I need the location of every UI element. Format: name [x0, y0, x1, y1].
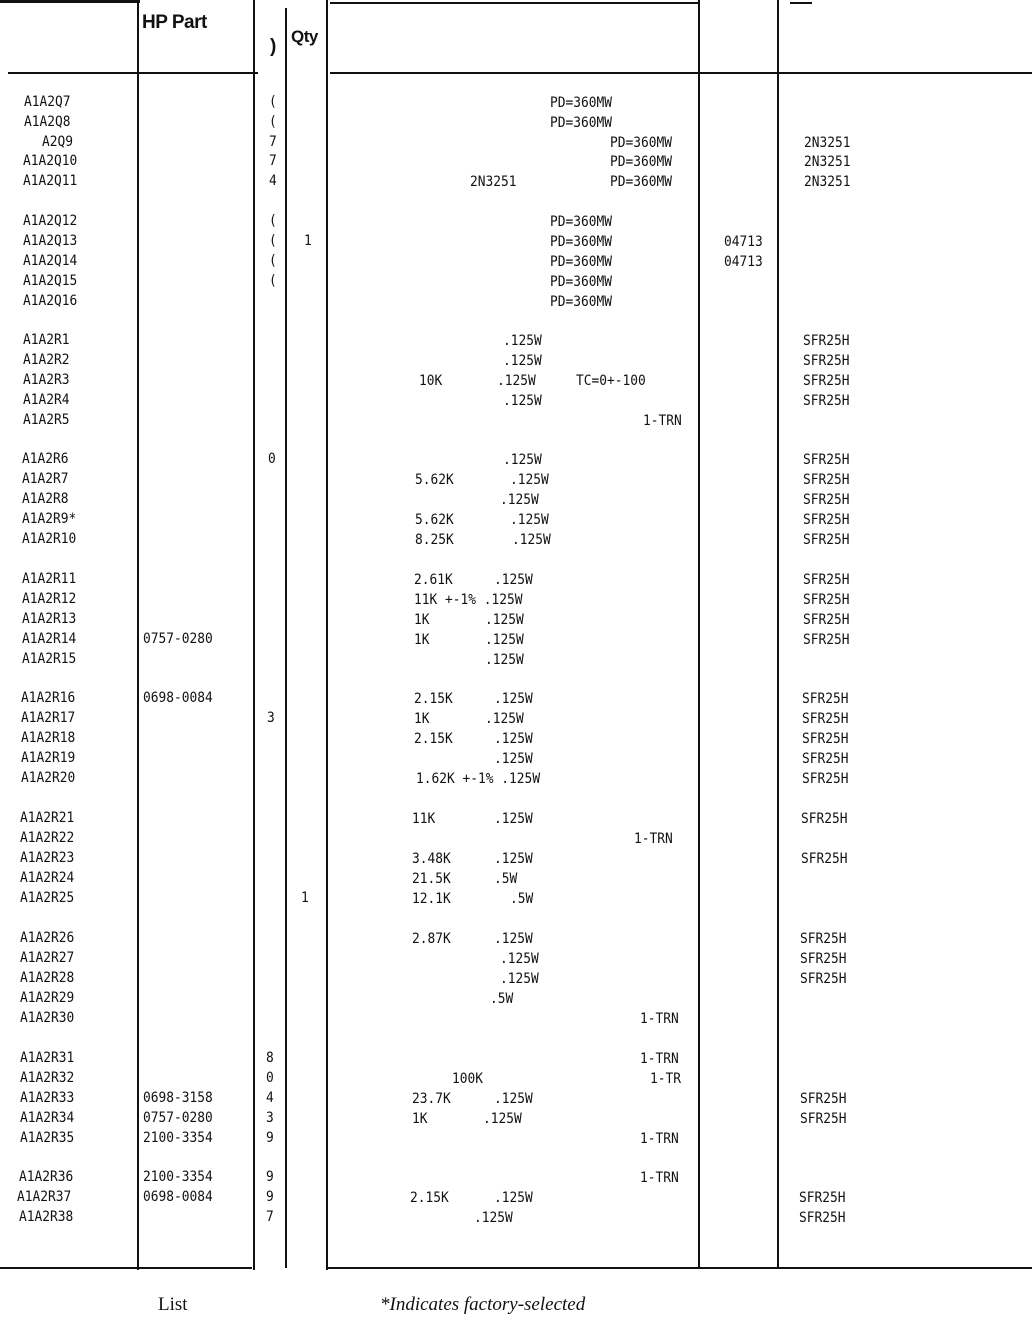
mfr-part-number: SFR25H	[802, 691, 849, 707]
ref-des: A1A2R4	[23, 392, 70, 408]
ref-des: A1A2R26	[20, 930, 75, 946]
table-top-rule	[330, 2, 700, 4]
description: 12.1K	[412, 891, 451, 907]
description: .5W	[490, 991, 514, 1007]
check-digit: (	[269, 114, 277, 130]
mfr-part-number: SFR25H	[803, 452, 850, 468]
description: PD=360MW	[550, 254, 613, 270]
description: 10K	[419, 373, 443, 389]
ref-des: A1A2R12	[22, 591, 77, 607]
check-digit: 0	[268, 451, 276, 467]
column-divider	[285, 8, 287, 1268]
mfr-part-number: SFR25H	[801, 811, 848, 827]
ref-des: A1A2R32	[20, 1070, 75, 1086]
description: 1-TR	[650, 1071, 682, 1087]
ref-des: A1A2Q15	[23, 273, 78, 289]
ref-des: A1A2R23	[20, 850, 75, 866]
footer-factory-selected-note: *Indicates factory-selected	[380, 1294, 586, 1315]
ref-des: A1A2R27	[20, 950, 75, 966]
description: PD=360MW	[610, 135, 673, 151]
ref-des: A1A2R22	[20, 830, 75, 846]
description: 1-TRN	[640, 1170, 679, 1186]
description: .125W	[500, 492, 539, 508]
description: 2.61K	[414, 572, 453, 588]
table-top-rule	[0, 0, 140, 3]
ref-des: A1A2Q14	[23, 253, 78, 269]
description: PD=360MW	[550, 95, 613, 111]
check-digit: 9	[266, 1189, 274, 1205]
ref-des: A1A2R24	[20, 870, 75, 886]
ref-des: A1A2R28	[20, 970, 75, 986]
description: 1-TRN	[640, 1131, 679, 1147]
mfr-part-number: SFR25H	[800, 931, 847, 947]
description: 8.25K	[415, 532, 454, 548]
check-digit: (	[269, 273, 277, 289]
mfr-part-number: SFR25H	[799, 1210, 846, 1226]
mfr-part-number: SFR25H	[802, 731, 849, 747]
check-digit: 7	[266, 1209, 274, 1225]
description: .125W	[500, 971, 539, 987]
ref-des: A1A2R29	[20, 990, 75, 1006]
ref-des: A1A2R11	[22, 571, 77, 587]
description: .5W	[510, 891, 534, 907]
hp-part-number: 2100-3354	[143, 1130, 213, 1146]
column-divider	[253, 0, 255, 1270]
ref-des: A1A2R17	[21, 710, 76, 726]
description: 1.62K +-1% .125W	[416, 771, 541, 787]
check-digit: 4	[266, 1090, 274, 1106]
ref-des: A1A2R37	[17, 1189, 72, 1205]
check-digit: (	[269, 253, 277, 269]
check-digit: (	[269, 94, 277, 110]
ref-des: A1A2R36	[19, 1169, 74, 1185]
description: .125W	[494, 751, 533, 767]
description: 11K	[412, 811, 436, 827]
description: 1K	[412, 1111, 428, 1127]
ref-des: A1A2Q12	[23, 213, 78, 229]
cd-header-fragment: )	[270, 36, 276, 57]
check-digit: 9	[266, 1169, 274, 1185]
description: .125W	[500, 951, 539, 967]
description: 1K	[414, 632, 430, 648]
mfr-part-number: SFR25H	[803, 592, 850, 608]
mfr-part-number: SFR25H	[800, 971, 847, 987]
column-divider	[698, 0, 700, 1268]
ref-des: A1A2Q8	[24, 114, 71, 130]
description: .125W	[512, 532, 551, 548]
qty-header: Qty	[291, 27, 318, 46]
mfr-part-number: SFR25H	[802, 711, 849, 727]
mfr-code: 04713	[724, 254, 763, 270]
description: 21.5K	[412, 871, 451, 887]
description: 100K	[452, 1071, 484, 1087]
mfr-part-number: SFR25H	[800, 1111, 847, 1127]
description: 3.48K	[412, 851, 451, 867]
description: 1K	[414, 612, 430, 628]
description: 5.62K	[415, 512, 454, 528]
table-top-rule	[790, 2, 812, 4]
description: .125W	[494, 691, 533, 707]
mfr-part-number: SFR25H	[800, 951, 847, 967]
description: 1-TRN	[640, 1011, 679, 1027]
ref-des: A1A2R6	[22, 451, 69, 467]
table-bottom-rule	[326, 1267, 1032, 1269]
hp-part-number: 0698-0084	[143, 1189, 213, 1205]
mfr-part-number: SFR25H	[803, 353, 850, 369]
mfr-part-number: SFR25H	[799, 1190, 846, 1206]
description: 1-TRN	[643, 413, 682, 429]
header-rule	[8, 72, 258, 74]
hp-part-number: 2100-3354	[143, 1169, 213, 1185]
mfr-part-number: 2N3251	[804, 154, 851, 170]
description: .5W	[494, 871, 518, 887]
description: 11K +-1% .125W	[414, 592, 523, 608]
ref-des: A1A2R30	[20, 1010, 75, 1026]
description: .125W	[485, 711, 524, 727]
description: .125W	[494, 811, 533, 827]
mfr-part-number: SFR25H	[800, 1091, 847, 1107]
description: PD=360MW	[610, 154, 673, 170]
ref-des: A1A2R2	[23, 352, 70, 368]
ref-des: A1A2R14	[22, 631, 77, 647]
mfr-part-number: SFR25H	[801, 851, 848, 867]
description: .125W	[485, 612, 524, 628]
hp-part-header: HP Part	[142, 12, 207, 33]
description: .125W	[494, 851, 533, 867]
ref-des: A1A2R18	[21, 730, 76, 746]
ref-des: A1A2R10	[22, 531, 77, 547]
description: PD=360MW	[550, 214, 613, 230]
check-digit: 9	[266, 1130, 274, 1146]
quantity: 1	[304, 233, 312, 249]
ref-des: A1A2R16	[21, 690, 76, 706]
ref-des: A1A2Q11	[23, 173, 78, 189]
description: .125W	[497, 373, 536, 389]
header-rule	[330, 72, 1032, 74]
table-bottom-rule	[0, 1267, 252, 1269]
description: TC=0+-100	[576, 373, 646, 389]
ref-des: A1A2R5	[23, 412, 70, 428]
description: .125W	[510, 512, 549, 528]
ref-des: A2Q9	[42, 134, 74, 150]
mfr-part-number: SFR25H	[803, 572, 850, 588]
ref-des: A1A2R35	[20, 1130, 75, 1146]
description: 2.15K	[414, 731, 453, 747]
check-digit: 4	[269, 173, 277, 189]
description: .125W	[494, 1190, 533, 1206]
ref-des: A1A2R19	[21, 750, 76, 766]
ref-des: A1A2R15	[22, 651, 77, 667]
description: PD=360MW	[550, 274, 613, 290]
description: 1-TRN	[640, 1051, 679, 1067]
hp-part-number: 0698-3158	[143, 1090, 213, 1106]
description: .125W	[483, 1111, 522, 1127]
mfr-code: 04713	[724, 234, 763, 250]
ref-des: A1A2R31	[20, 1050, 75, 1066]
ref-des: A1A2Q7	[24, 94, 71, 110]
mfr-part-number: SFR25H	[803, 632, 850, 648]
ref-des: A1A2R3	[23, 372, 70, 388]
mfr-part-number: SFR25H	[803, 333, 850, 349]
description: .125W	[494, 931, 533, 947]
check-digit: 3	[267, 710, 275, 726]
mfr-part-number: SFR25H	[803, 492, 850, 508]
mfr-part-number: SFR25H	[802, 751, 849, 767]
description: .125W	[474, 1210, 513, 1226]
description: PD=360MW	[610, 174, 673, 190]
description: 2.15K	[410, 1190, 449, 1206]
ref-des: A1A2R21	[20, 810, 75, 826]
mfr-part-number: 2N3251	[804, 174, 851, 190]
description: .125W	[485, 652, 524, 668]
ref-des: A1A2R7	[22, 471, 69, 487]
column-divider	[777, 0, 779, 1268]
mfr-part-number: SFR25H	[803, 393, 850, 409]
ref-des: A1A2R9*	[22, 511, 77, 527]
ref-des: A1A2R13	[22, 611, 77, 627]
description: .125W	[494, 1091, 533, 1107]
description: .125W	[503, 353, 542, 369]
footer-list-label: List	[158, 1294, 188, 1315]
description: PD=360MW	[550, 115, 613, 131]
ref-des: A1A2R38	[19, 1209, 74, 1225]
description: 1K	[414, 711, 430, 727]
quantity: 1	[301, 890, 309, 906]
description: .125W	[510, 472, 549, 488]
check-digit: (	[269, 233, 277, 249]
check-digit: 0	[266, 1070, 274, 1086]
ref-des: A1A2R33	[20, 1090, 75, 1106]
ref-des: A1A2R25	[20, 890, 75, 906]
ref-des: A1A2R1	[23, 332, 70, 348]
ref-des: A1A2R8	[22, 491, 69, 507]
description: PD=360MW	[550, 294, 613, 310]
description: .125W	[503, 333, 542, 349]
description: .125W	[485, 632, 524, 648]
mfr-part-number: SFR25H	[802, 771, 849, 787]
ref-des: A1A2Q13	[23, 233, 78, 249]
hp-part-number: 0698-0084	[143, 690, 213, 706]
column-divider	[137, 0, 139, 1270]
ref-des: A1A2Q10	[23, 153, 78, 169]
check-digit: 7	[269, 134, 277, 150]
description: 1-TRN	[634, 831, 673, 847]
check-digit: (	[269, 213, 277, 229]
ref-des: A1A2Q16	[23, 293, 78, 309]
description: 2.15K	[414, 691, 453, 707]
description: .125W	[503, 452, 542, 468]
description: .125W	[494, 572, 533, 588]
mfr-part-number: SFR25H	[803, 512, 850, 528]
hp-part-number: 0757-0280	[143, 1110, 213, 1126]
ref-des: A1A2R20	[21, 770, 76, 786]
description: 2.87K	[412, 931, 451, 947]
description: PD=360MW	[550, 234, 613, 250]
mfr-part-number: SFR25H	[803, 373, 850, 389]
description: 23.7K	[412, 1091, 451, 1107]
mfr-part-number: SFR25H	[803, 472, 850, 488]
mfr-part-number: SFR25H	[803, 612, 850, 628]
description: 2N3251	[470, 174, 517, 190]
check-digit: 8	[266, 1050, 274, 1066]
hp-part-number: 0757-0280	[143, 631, 213, 647]
mfr-part-number: 2N3251	[804, 135, 851, 151]
check-digit: 3	[266, 1110, 274, 1126]
description: .125W	[503, 393, 542, 409]
check-digit: 7	[269, 153, 277, 169]
ref-des: A1A2R34	[20, 1110, 75, 1126]
column-divider	[326, 0, 328, 1270]
mfr-part-number: SFR25H	[803, 532, 850, 548]
description: 5.62K	[415, 472, 454, 488]
description: .125W	[494, 731, 533, 747]
